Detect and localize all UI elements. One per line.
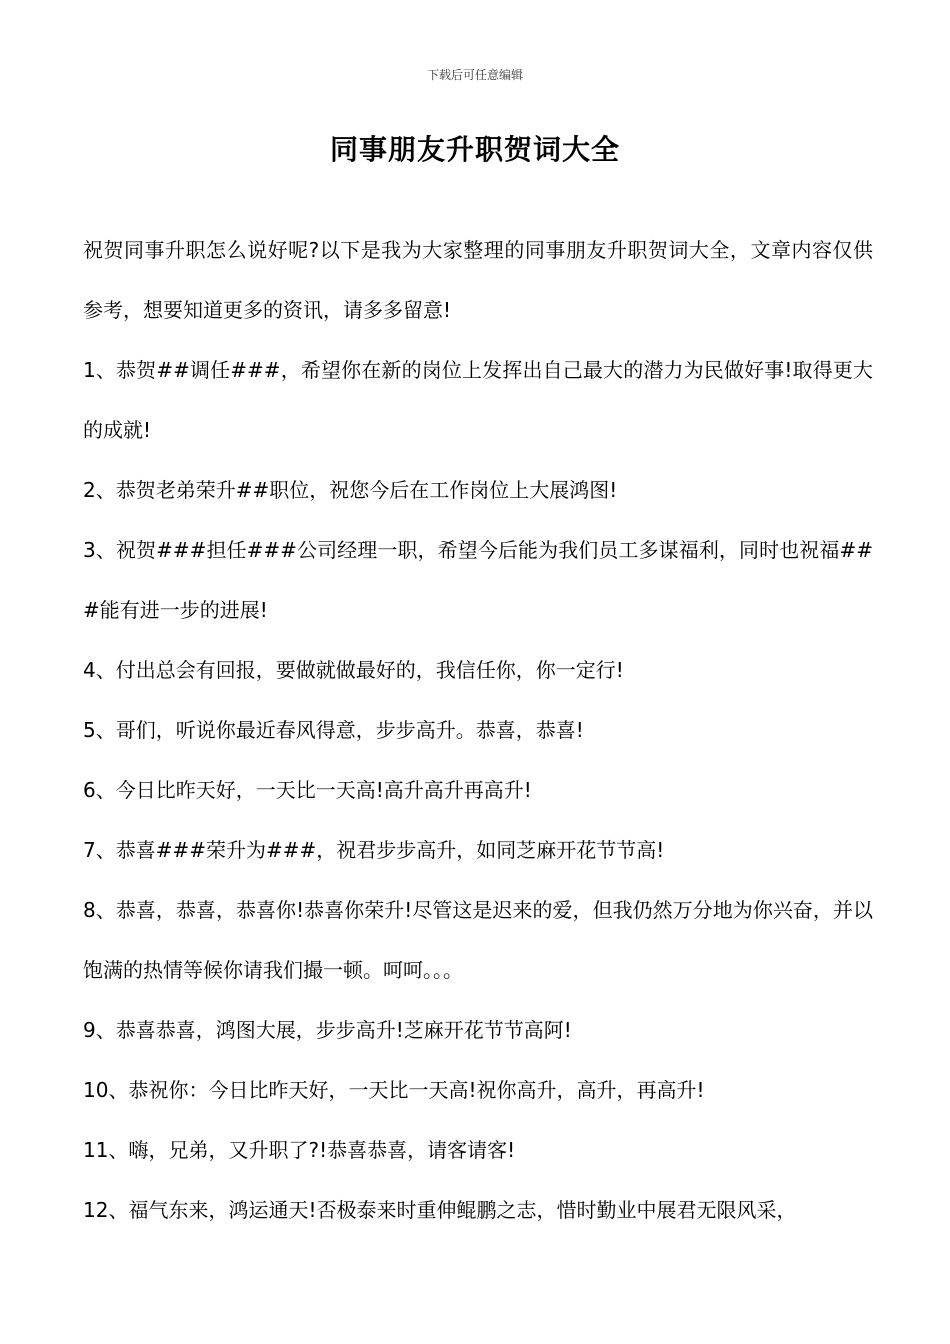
list-item: 1、恭贺##调任###，希望你在新的岗位上发挥出自己最大的潜力为民做好事!取得更大的成就! — [83, 358, 873, 442]
document-title: 同事朋友升职贺词大全 — [329, 133, 620, 166]
list-item: 3、祝贺###担任###公司经理一职，希望今后能为我们员工多谋福利，同时也祝福###能有进一步的进展! — [83, 538, 873, 622]
list-item: 4、付出总会有回报，要做就做最好的，我信任你，你一定行! — [83, 658, 624, 682]
list-item: 5、哥们，听说你最近春风得意，步步高升。恭喜，恭喜! — [83, 718, 584, 742]
document-body — [83, 220, 873, 1240]
list-item: 7、恭喜###荣升为###，祝君步步高升，如同芝麻开花节节高! — [83, 838, 665, 862]
list-item: 11、嗨，兄弟，又升职了?!恭喜恭喜，请客请客! — [83, 1138, 516, 1162]
list-item: 2、恭贺老弟荣升##职位，祝您今后在工作岗位上大展鸿图! — [83, 478, 618, 502]
list-item: 8、恭喜，恭喜，恭喜你!恭喜你荣升!尽管这是迟来的爱，但我仍然万分地为你兴奋，并以饱满的热情等候你请我们撮一顿。呵呵。。。 — [83, 898, 873, 982]
list-item: 10、恭祝你：今日比昨天好，一天比一天高!祝你高升，高升，再高升! — [83, 1078, 705, 1102]
list-item: 6、今日比昨天好，一天比一天高!高升高升再高升! — [83, 778, 532, 802]
list-item: 12、福气东来，鸿运通天!否极泰来时重伸鲲鹏之志，惜时勤业中展君无限风采， — [83, 1198, 797, 1222]
header-note: 下载后可任意编辑 — [426, 68, 523, 82]
list-item: 9、恭喜恭喜，鸿图大展，步步高升!芝麻开花节节高阿! — [83, 1018, 572, 1042]
intro-paragraph: 祝贺同事升职怎么说好呢?以下是我为大家整理的同事朋友升职贺词大全，文章内容仅供参考，想要知道更多的资讯，请多多留意! — [83, 238, 873, 322]
